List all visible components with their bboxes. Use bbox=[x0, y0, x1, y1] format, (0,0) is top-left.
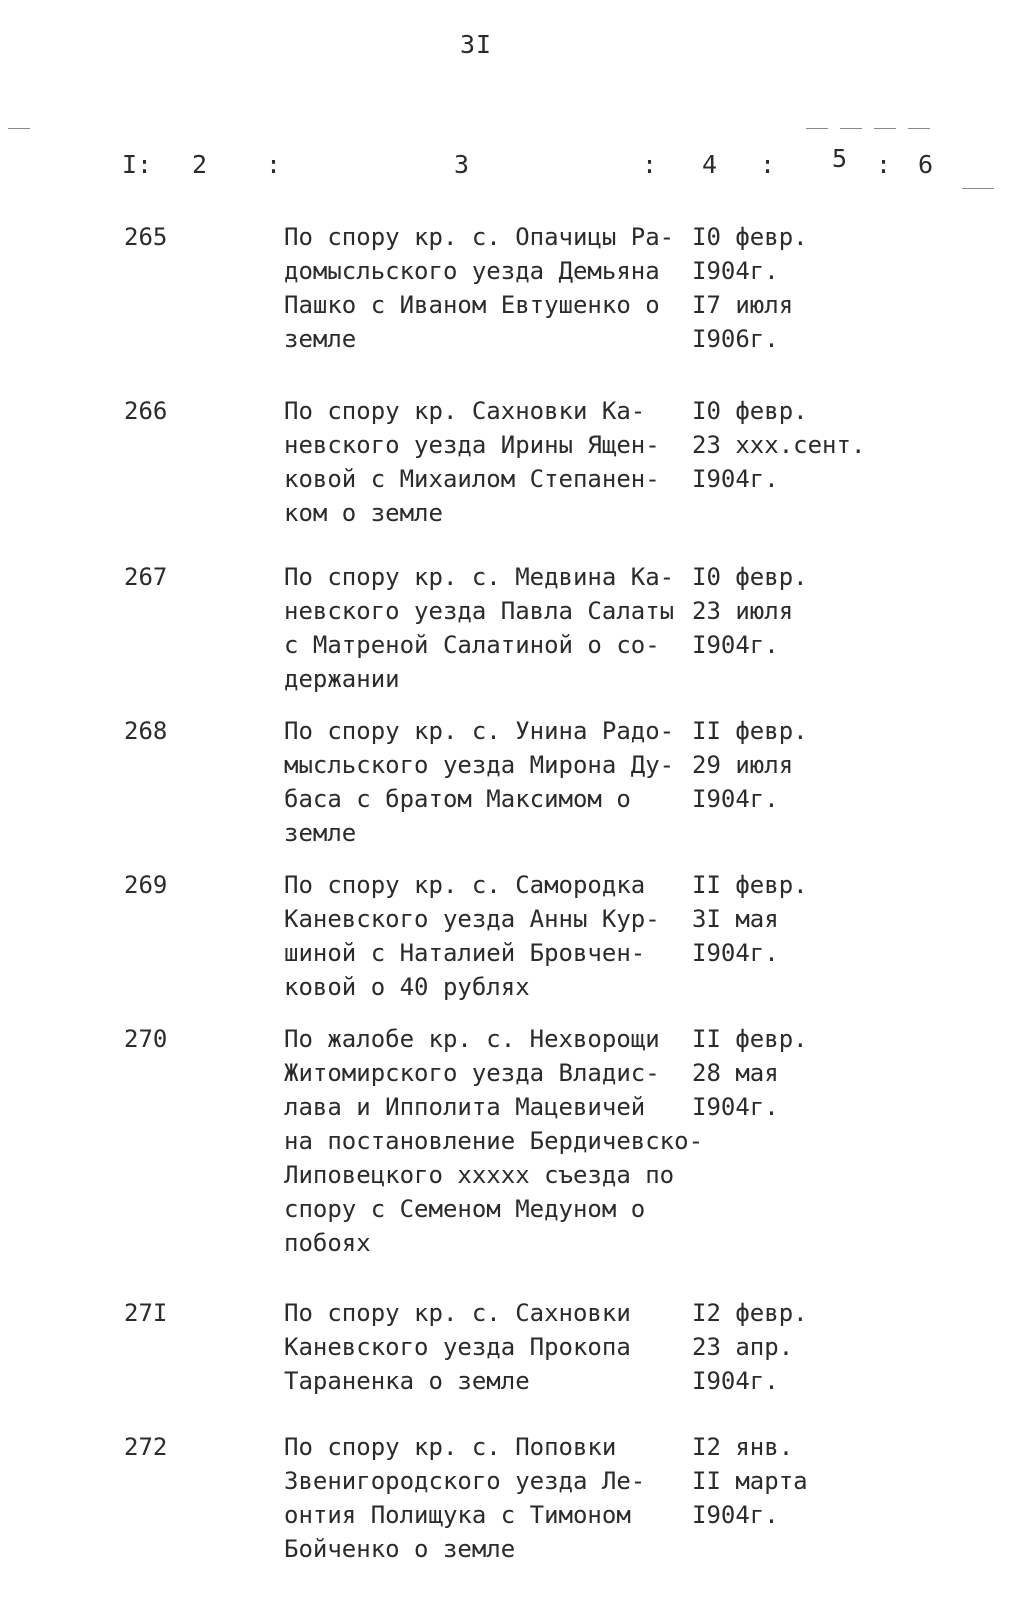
entry-description-line: лава и Ипполита Мацевичей bbox=[284, 1093, 646, 1121]
column-header-item: : bbox=[760, 150, 776, 179]
entry-description-line: По спору кр. с. Опачицы Ра- bbox=[284, 223, 675, 251]
entry-date-line: 28 мая bbox=[692, 1059, 779, 1087]
entry-number: 269 bbox=[124, 871, 168, 899]
entry-dates bbox=[692, 394, 912, 496]
header-rule-right-lower bbox=[962, 188, 994, 189]
entry-description-line: побоях bbox=[284, 1229, 371, 1257]
page-number: 3I bbox=[460, 30, 493, 59]
entry-number: 267 bbox=[124, 563, 168, 591]
entry-number: 270 bbox=[124, 1025, 168, 1053]
entry-date-line: I0 февр. bbox=[692, 397, 808, 425]
entry-date-line: I904г. bbox=[692, 785, 779, 813]
header-rule-left bbox=[8, 128, 30, 129]
entry-date-line: I2 янв. bbox=[692, 1433, 794, 1461]
entry-dates bbox=[692, 560, 912, 662]
entry-description-line: ковой с Михаилом Степанен- bbox=[284, 465, 660, 493]
entry-date-line: I7 июля bbox=[692, 291, 794, 319]
header-rule-right bbox=[806, 128, 938, 129]
entry-date-line: II февр. bbox=[692, 871, 808, 899]
entry-description-line: с Матреной Салатиной о со- bbox=[284, 631, 660, 659]
entry-dates bbox=[692, 1022, 912, 1124]
entry-description-line: Бойченко о земле bbox=[284, 1535, 516, 1563]
entry-description-line: невского уезда Ирины Ящен- bbox=[284, 431, 660, 459]
entry-date-line: I0 февр. bbox=[692, 563, 808, 591]
entry-description-line: По спору кр. с. Медвина Ка- bbox=[284, 563, 675, 591]
entry-date-line: I904г. bbox=[692, 1093, 779, 1121]
entry-description-line: Пашко с Иваном Евтушенко о bbox=[284, 291, 660, 319]
entry-description-line: По спору кр. с. Унина Радо- bbox=[284, 717, 675, 745]
entry-description-line: держании bbox=[284, 665, 400, 693]
entry-dates bbox=[692, 1296, 912, 1398]
entry-number: 268 bbox=[124, 717, 168, 745]
entry-date-line: I904г. bbox=[692, 1501, 779, 1529]
entry-description-line: Каневского уезда Прокопа bbox=[284, 1333, 631, 1361]
entry-description-line: домысльского уезда Демьяна bbox=[284, 257, 660, 285]
column-header-item: : bbox=[266, 150, 282, 179]
entry-date-line: 29 июля bbox=[692, 751, 794, 779]
entry-date-line: I0 февр. bbox=[692, 223, 808, 251]
entry-number: 272 bbox=[124, 1433, 168, 1461]
entry-date-line: II февр. bbox=[692, 717, 808, 745]
entry-description-line: По спору кр. с. Поповки bbox=[284, 1433, 617, 1461]
entry-description bbox=[284, 868, 704, 1004]
entry-description bbox=[284, 560, 704, 696]
entry-description-line: По спору кр. с. Самородка bbox=[284, 871, 646, 899]
entry-date-line: II марта bbox=[692, 1467, 808, 1495]
entry-date-line: 23 июля bbox=[692, 597, 794, 625]
entry-description-line: ковой о 40 рублях bbox=[284, 973, 530, 1001]
entry-description-line: мысльского уезда Мирона Ду- bbox=[284, 751, 675, 779]
entry-description-line: По жалобе кр. с. Нехворощи bbox=[284, 1025, 660, 1053]
column-header-item: : bbox=[642, 150, 658, 179]
entry-date-line: I904г. bbox=[692, 631, 779, 659]
entry-number: 265 bbox=[124, 223, 168, 251]
column-header-item: 5 bbox=[832, 144, 848, 173]
entry-description bbox=[284, 1296, 704, 1398]
entry-date-line: I904г. bbox=[692, 939, 779, 967]
entry-description-line: Тараненка о земле bbox=[284, 1367, 530, 1395]
entry-description bbox=[284, 394, 704, 530]
column-header-item: 4 bbox=[702, 150, 718, 179]
entry-date-line: I2 февр. bbox=[692, 1299, 808, 1327]
column-header-item: 2 bbox=[192, 150, 208, 179]
column-header-item: I: bbox=[122, 150, 153, 179]
entry-date-line: I904г. bbox=[692, 1367, 779, 1395]
entry-date-line: I904г. bbox=[692, 257, 779, 285]
column-header-item: : bbox=[876, 150, 892, 179]
column-header-item: 3 bbox=[454, 150, 470, 179]
entry-description-line: Житомирского уезда Владис- bbox=[284, 1059, 660, 1087]
entry-description-line: По спору кр. Сахновки Ка- bbox=[284, 397, 646, 425]
entry-description-line: невского уезда Павла Салаты bbox=[284, 597, 675, 625]
entry-description-line: Каневского уезда Анны Кур- bbox=[284, 905, 660, 933]
entry-description-line: спору с Семеном Медуном о bbox=[284, 1195, 646, 1223]
entry-date-line: I906г. bbox=[692, 325, 779, 353]
entry-description-line: на постановление Бердичевско- bbox=[284, 1127, 704, 1155]
entry-dates bbox=[692, 220, 912, 356]
column-header-item: 6 bbox=[918, 150, 934, 179]
entry-date-line: 3I мая bbox=[692, 905, 779, 933]
entry-description bbox=[284, 714, 704, 850]
entry-description-line: Звенигородского уезда Ле- bbox=[284, 1467, 646, 1495]
entry-dates bbox=[692, 714, 912, 816]
entry-description bbox=[284, 220, 704, 356]
entry-description-line: земле bbox=[284, 819, 357, 847]
entry-dates bbox=[692, 868, 912, 970]
entry-description-line: ком о земле bbox=[284, 499, 443, 527]
entry-description-line: земле bbox=[284, 325, 357, 353]
entry-description bbox=[284, 1430, 704, 1566]
entry-date-line: 23 xxx.сент. bbox=[692, 431, 866, 459]
entry-dates bbox=[692, 1430, 912, 1532]
entry-number: 266 bbox=[124, 397, 168, 425]
entry-description-line: шиной с Наталией Бровчен- bbox=[284, 939, 646, 967]
entry-description-line: онтия Полищука с Тимоном bbox=[284, 1501, 631, 1529]
entry-date-line: 23 апр. bbox=[692, 1333, 794, 1361]
entry-description-line: Липовецкого xxxxx съезда по bbox=[284, 1161, 675, 1189]
entry-number: 27I bbox=[124, 1299, 168, 1327]
entry-date-line: I904г. bbox=[692, 465, 779, 493]
entry-description bbox=[284, 1022, 704, 1260]
entry-description-line: баса с братом Максимом о bbox=[284, 785, 631, 813]
entry-description-line: По спору кр. с. Сахновки bbox=[284, 1299, 631, 1327]
entry-date-line: II февр. bbox=[692, 1025, 808, 1053]
